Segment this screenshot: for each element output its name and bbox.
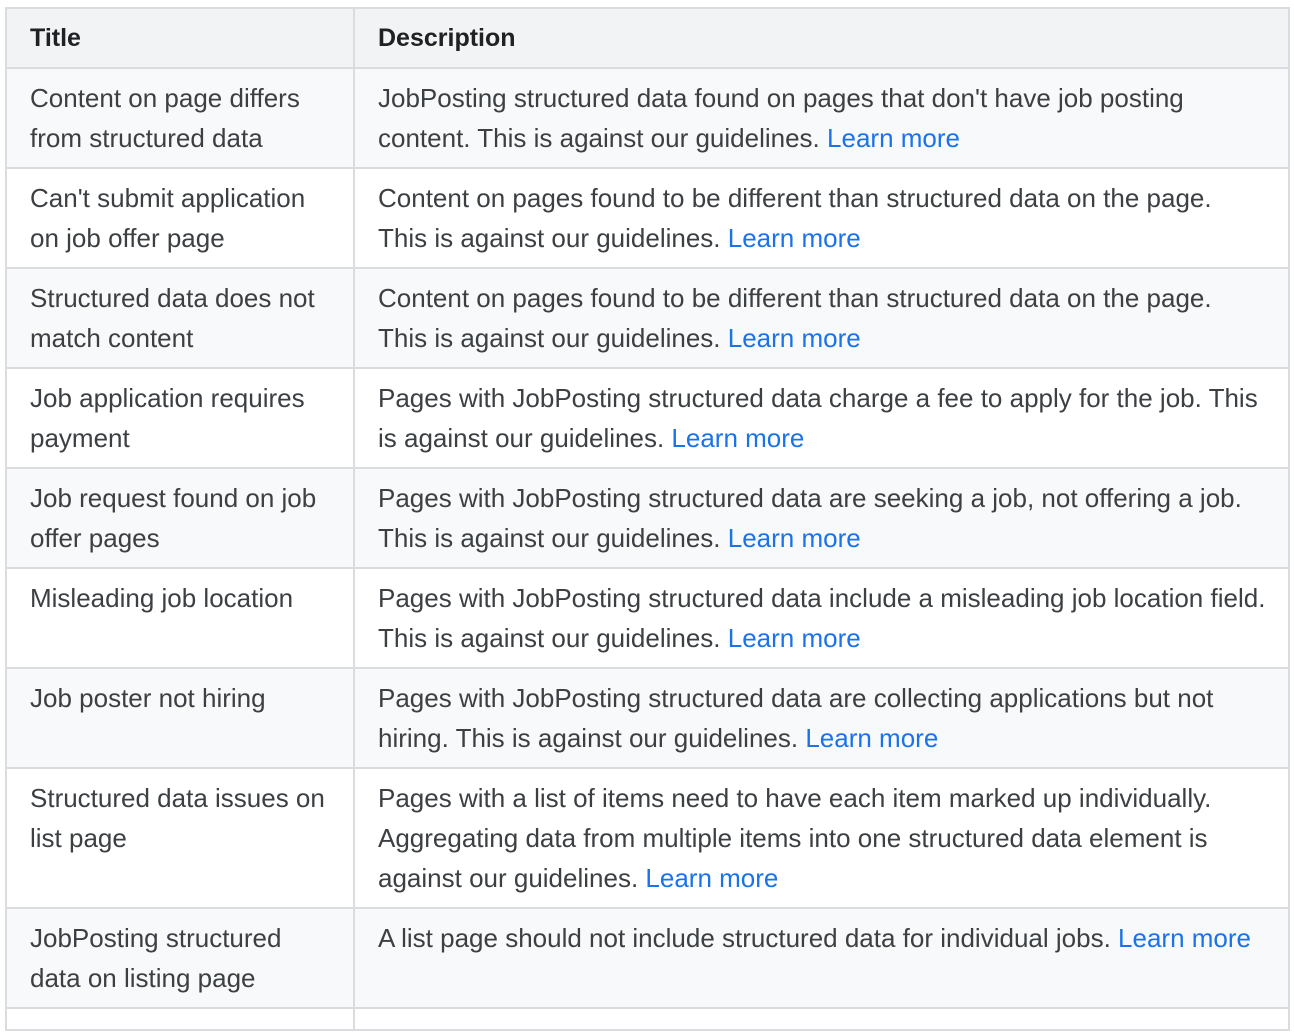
column-header-description: Description — [354, 8, 1289, 68]
learn-more-link[interactable]: Learn more — [671, 423, 805, 453]
issues-table-container — [5, 7, 1288, 1031]
issue-description: Pages with a list of items need to have each item marked up individually. Aggregating data from multiple items into one structured data element is against our guidelines. — [378, 783, 1212, 893]
learn-more-link[interactable]: Learn more — [727, 223, 861, 253]
table-row — [6, 468, 1289, 568]
table-row-partial — [6, 1008, 1289, 1030]
issue-description: A list page should not include structured data for individual jobs. — [378, 923, 1111, 953]
issue-description-cell — [354, 668, 1289, 768]
issue-description-cell — [354, 908, 1289, 1008]
issue-title: Misleading job location — [6, 568, 354, 668]
table-header-row — [6, 8, 1289, 68]
table-row — [6, 568, 1289, 668]
issue-description: Pages with JobPosting structured data include a misleading job location field. This is against our guidelines. — [378, 583, 1266, 653]
learn-more-link[interactable]: Learn more — [827, 123, 960, 153]
issue-title: Can't submit application on job offer page — [6, 168, 354, 268]
issue-description: Pages with JobPosting structured data charge a fee to apply for the job. This is against our guidelines. — [378, 383, 1258, 453]
issue-description-cell — [354, 468, 1289, 568]
issue-title: Structured data issues on list page — [6, 768, 354, 908]
issue-title: Structured data does not match content — [6, 268, 354, 368]
learn-more-link[interactable]: Learn more — [805, 723, 939, 753]
table-row — [6, 168, 1289, 268]
table-row — [6, 768, 1289, 908]
issue-title: Job poster not hiring — [6, 668, 354, 768]
issue-title: JobPosting structured data on listing page — [6, 908, 354, 1008]
issue-title: Content on page differs from structured data — [6, 68, 354, 168]
column-header-title: Title — [6, 8, 354, 68]
issue-description: JobPosting structured data found on pages that don't have job posting content. This is against our guidelines. — [378, 83, 1184, 153]
learn-more-link[interactable]: Learn more — [727, 523, 861, 553]
issue-description-cell — [354, 68, 1289, 168]
learn-more-link[interactable]: Learn more — [645, 863, 779, 893]
issue-description: Content on pages found to be different than structured data on the page. This is against our guidelines. — [378, 183, 1212, 253]
learn-more-link[interactable]: Learn more — [727, 623, 861, 653]
issue-description-cell — [354, 768, 1289, 908]
issue-description-cell — [354, 368, 1289, 468]
table-row — [6, 668, 1289, 768]
issue-description: Pages with JobPosting structured data are collecting applications but not hiring. This is against our guidelines. — [378, 683, 1214, 753]
table-row — [6, 368, 1289, 468]
issue-description-cell — [354, 268, 1289, 368]
issue-description: Content on pages found to be different than structured data on the page. This is against our guidelines. — [378, 283, 1212, 353]
issue-description-cell-cut-off — [354, 1008, 1289, 1030]
learn-more-link[interactable]: Learn more — [727, 323, 861, 353]
table-row — [6, 68, 1289, 168]
issue-title: Job application requires payment — [6, 368, 354, 468]
table-row — [6, 268, 1289, 368]
learn-more-link[interactable]: Learn more — [1118, 923, 1251, 953]
table-row — [6, 908, 1289, 1008]
issue-description-cell — [354, 168, 1289, 268]
issue-description: Pages with JobPosting structured data are seeking a job, not offering a job. This is against our guidelines. — [378, 483, 1242, 553]
issue-description-cell — [354, 568, 1289, 668]
issue-title-cell-cut-off — [6, 1008, 354, 1030]
issues-table — [5, 7, 1290, 1031]
issue-title: Job request found on job offer pages — [6, 468, 354, 568]
